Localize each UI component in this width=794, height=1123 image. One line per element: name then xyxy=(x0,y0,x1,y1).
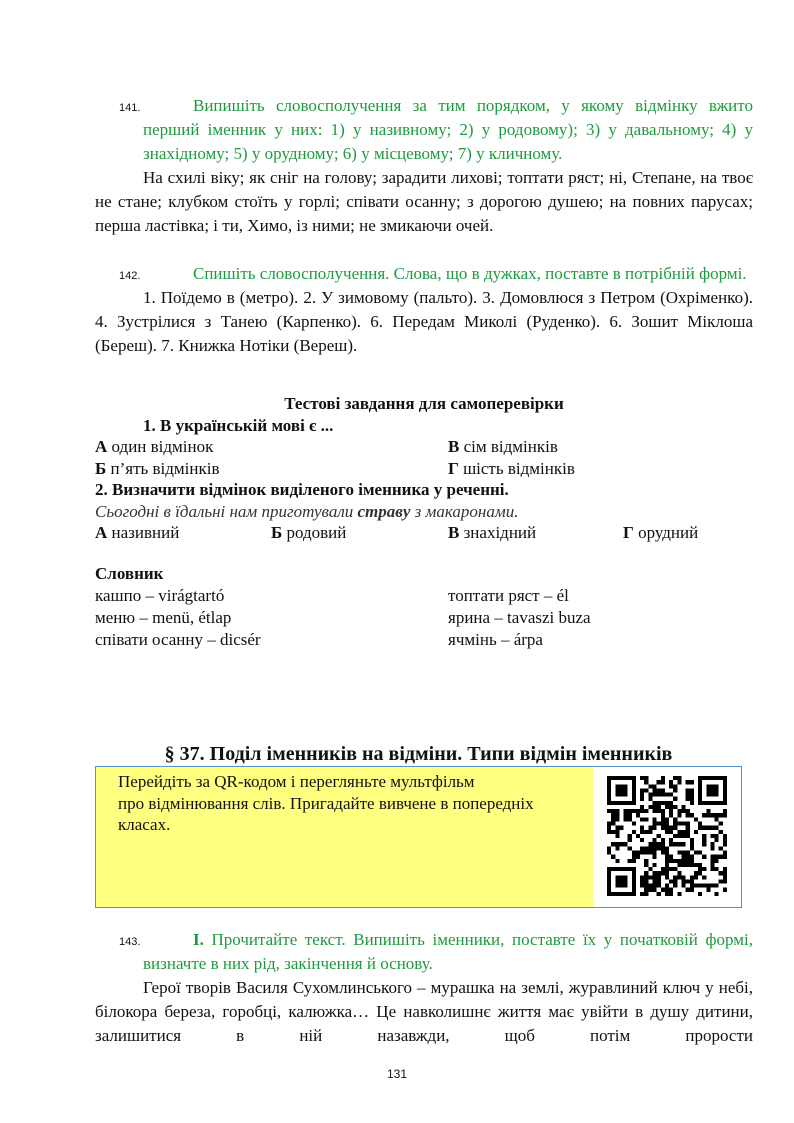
answer-option: В сім відмінків xyxy=(448,437,558,456)
test-question-2: 2. Визначити відмінок виділеного іменника у реченні. xyxy=(95,480,509,499)
vocabulary-entry: меню – menü, étlap xyxy=(95,608,232,627)
answer-option: Г орудний xyxy=(623,523,699,542)
section-title: § 37. Поділ іменників на відміни. Типи відмін іменників xyxy=(164,743,673,765)
exercise-141-text: На схилі віку; як сніг на голову; зарадити лихові; топтати ряст; ні, Степане, на твоє не стане; клубком стоїть у горлі; співати осанну; з дорогою душею; на повних парусах; перша ластівка; і ти, Химо, із ними; не змикаючи очей. xyxy=(95,168,753,235)
exercise-142 xyxy=(95,262,753,358)
answer-row xyxy=(95,458,753,480)
vocabulary-row xyxy=(95,585,753,607)
answer-row xyxy=(95,436,753,458)
qr-code-area xyxy=(593,767,741,907)
answer-option: Б п’ять відмінків xyxy=(95,458,220,478)
vocabulary-entry: топтати ряст – él xyxy=(448,586,569,605)
answer-row xyxy=(95,522,753,544)
test-question-1: 1. В українській мові є ... xyxy=(143,415,334,435)
exercise-141-task xyxy=(95,94,753,166)
exercise-number: 141. xyxy=(119,102,141,114)
highlighted-noun: страву xyxy=(357,501,411,521)
vocabulary-entry: ячмінь – árpa xyxy=(448,630,543,649)
answer-option: Б родовий xyxy=(271,523,347,542)
answer-option: А називний xyxy=(95,523,180,542)
qr-box-text: Перейдіть за QR-кодом і перегляньте мультфільм про відмінювання слів. Пригадайте вивчене в попередніх класах. xyxy=(118,772,534,834)
exercise-143 xyxy=(95,928,753,1048)
task-text: Випишіть словосполучення за тим порядком, у якому відмінку вжито перший іменник у них: 1) у називному; 2) у родовому); 3) у давальному; 4) у знахідному; 5) у орудному; 6) у місцевому; 7) у кличному. xyxy=(143,96,753,163)
task-text: Спишіть словосполучення. Слова, що в дужках, поставте в потрібній формі. xyxy=(193,264,747,283)
answer-option: В знахідний xyxy=(448,523,537,542)
exercise-number: 143. xyxy=(119,936,141,948)
test-sentence: Сьогодні в їдальні нам приготували страву з макаронами. xyxy=(95,501,519,521)
qr-info-box xyxy=(95,766,742,908)
answer-option: Г шість відмінків xyxy=(448,458,575,478)
qr-code-icon[interactable] xyxy=(607,776,727,896)
self-test xyxy=(95,393,753,544)
vocabulary-entry: співати осанну – dicsér xyxy=(95,630,261,649)
exercise-143-task xyxy=(95,928,753,976)
vocabulary xyxy=(95,563,753,651)
exercise-142-task xyxy=(95,262,753,286)
vocabulary-entry: кашпо – virágtartó xyxy=(95,586,225,605)
vocabulary-title: Словник xyxy=(95,564,164,583)
task-part-number: І. xyxy=(193,930,204,949)
task-text: Прочитайте текст. Випишіть іменники, поставте їх у початковій формі, визначте в них рід, закінчення й основу. xyxy=(143,930,754,973)
vocabulary-entry: ярина – tavaszi buza xyxy=(448,608,591,627)
exercise-141 xyxy=(95,94,753,238)
answer-option: А один відмінок xyxy=(95,437,214,456)
self-test-title: Тестові завдання для самоперевірки xyxy=(284,394,564,413)
exercise-number: 142. xyxy=(119,270,141,282)
exercise-143-text: Герої творів Василя Сухомлинського – мурашка на землі, журавлиний ключ у небі, білокора береза, горобці, калюжка… Це навколишнє життя має увійти в душу дитини, залишитися в ній назавжди, щоб потім прорости xyxy=(95,978,753,1045)
vocabulary-row xyxy=(95,607,753,629)
exercise-142-text: 1. Поїдемо в (метро). 2. У зимовому (пальто). 3. Домовлюся з Петром (Охріменко). 4. Зустрілися з Танею (Карпенко). 6. Передам Миколі (Руденко). 6. Зошит Міклоша (Береш). 7. Книжка Нотіки (Вереш). xyxy=(95,288,753,355)
vocabulary-row xyxy=(95,629,753,651)
page-number: 131 xyxy=(386,1067,408,1081)
